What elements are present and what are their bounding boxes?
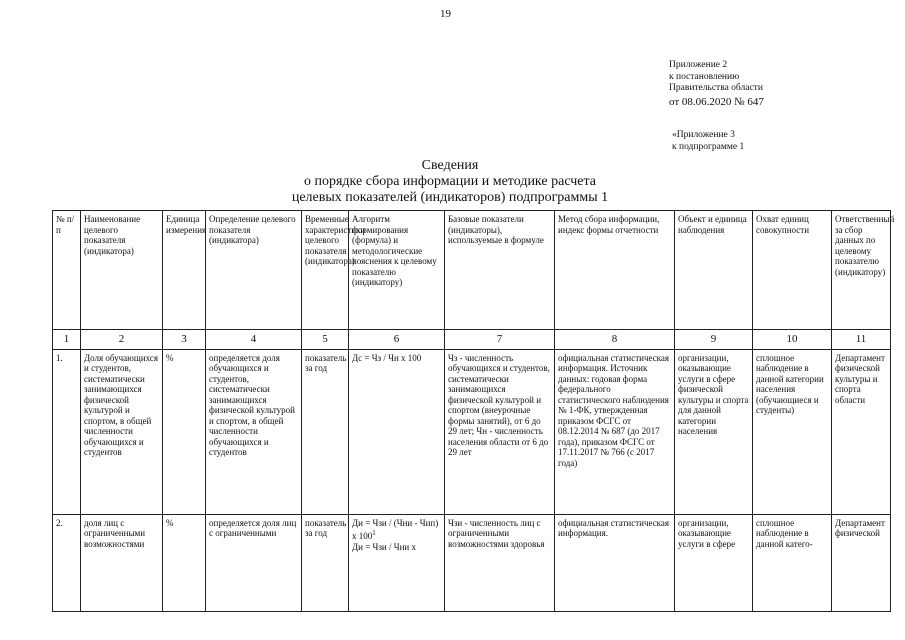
cell-method: официальная статистическая информация.: [555, 514, 675, 611]
cell-name: доля лиц с ограниченными возможностями: [81, 514, 163, 611]
table-row: [53, 349, 891, 514]
header-cell-coverage: Охват единиц совокупности: [753, 211, 832, 330]
cell-formula: Дс = Чз / Чн х 100: [349, 349, 445, 514]
formula-line: Ди = Чзи / Чни х: [352, 541, 416, 552]
header-cell-unit: Единица измерения: [163, 211, 206, 330]
appendix-line: Правительства области: [669, 83, 763, 93]
cell-time: показатель за год: [302, 349, 349, 514]
cell-object: организации, оказывающие услуги в сфере: [675, 514, 753, 611]
column-number: 1: [53, 330, 81, 350]
column-number: 5: [302, 330, 349, 350]
column-number: 6: [349, 330, 445, 350]
header-cell-base: Базовые показатели (индикаторы), используемые в формуле: [445, 211, 555, 330]
header-cell-number: № п/п: [53, 211, 81, 330]
header-cell-method: Метод сбора информации, индекс формы отчетности: [555, 211, 675, 330]
header-cell-definition: Определение целевого показателя (индикатора): [206, 211, 302, 330]
table-row: [53, 514, 891, 611]
cell-responsible: Департамент физической: [832, 514, 891, 611]
column-number: 10: [753, 330, 832, 350]
cell-number: 2.: [53, 514, 81, 611]
formula-line: Ди = Чзи / (Чни - Чип) х 100: [352, 517, 439, 541]
column-number: 2: [81, 330, 163, 350]
appendix-date-line: от 08.06.2020 № 647: [669, 95, 764, 108]
appendix-reference-block: [672, 130, 744, 153]
column-number: 8: [555, 330, 675, 350]
document-title: [240, 158, 660, 206]
header-cell-name: Наименование целевого показателя (индикатора): [81, 211, 163, 330]
appendix-ref-line: к подпрограмме 1: [672, 141, 745, 152]
cell-number: 1.: [53, 349, 81, 514]
header-cell-responsible: Ответственный за сбор данных по целевому показателю (индикатору): [832, 211, 891, 330]
cell-formula: [349, 514, 445, 611]
cell-unit: %: [163, 514, 206, 611]
appendix-line: к постановлению: [669, 71, 740, 82]
header-cell-object: Объект и единица наблюдения: [675, 211, 753, 330]
cell-method: официальная статистическая информация. Источник данных: годовая форма федерального статистического наблюдения № 1-ФК, утвержденная приказом ФСГС от 08.12.2014 № 687 (до 2017 года), приказом ФСГС от 17.11.2017 № 766 (с 2017 года): [555, 349, 675, 514]
column-number: 4: [206, 330, 302, 350]
indicators-table: [52, 210, 895, 612]
cell-definition: определяется доля обучающихся и студентов, систематически занимающихся физической культурой и спортом, в общей численности обучающихся и студентов: [206, 349, 302, 514]
cell-name: Доля обучающихся и студентов, систематически занимающихся физической культурой и спортом, в общей численности обучающихся и студентов: [81, 349, 163, 514]
appendix-line: Приложение 2: [669, 60, 728, 70]
formula-footnote-mark: 1: [372, 529, 376, 537]
appendix-block: [669, 60, 764, 109]
cell-coverage: сплошное наблюдение в данной катего-: [753, 514, 832, 611]
column-number: 7: [445, 330, 555, 350]
header-cell-algorithm: Алгоритм формирования (формула) и методологические пояснения к целевому показателю (индикатору): [349, 211, 445, 330]
table-header-row: [53, 211, 891, 330]
page-number: 19: [440, 8, 451, 20]
appendix-ref-line: «Приложение 3: [672, 130, 735, 140]
header-cell-time: Временные характеристики целевого показателя (индикатора): [302, 211, 349, 330]
title-line-2: о порядке сбора информации и методике расчета: [303, 174, 597, 189]
cell-object: организации, оказывающие услуги в сфере физической культуры и спорта для данной категории населения: [675, 349, 753, 514]
cell-unit: %: [163, 349, 206, 514]
title-line-3: целевых показателей (индикаторов) подпрограммы 1: [291, 190, 609, 205]
column-number: 9: [675, 330, 753, 350]
column-number: 3: [163, 330, 206, 350]
title-line-1: Сведения: [421, 158, 479, 173]
cell-base-indicators: Чзи - численность лиц с ограниченными возможностями здоровья: [445, 514, 555, 611]
cell-coverage: сплошное наблюдение в данной категории населения (обучающиеся и студенты): [753, 349, 832, 514]
cell-base-indicators: Чз - численность обучающихся и студентов, систематически занимающихся физической культурой и спортом (внеурочные формы занятий), от 6 до 29 лет; Чн - численность населения области от 6 до 29 лет: [445, 349, 555, 514]
cell-definition: определяется доля лиц с ограниченными: [206, 514, 302, 611]
column-number-row: [53, 330, 891, 350]
column-number: 11: [832, 330, 891, 350]
cell-responsible: Департамент физической культуры и спорта области: [832, 349, 891, 514]
cell-time: показатель за год: [302, 514, 349, 611]
